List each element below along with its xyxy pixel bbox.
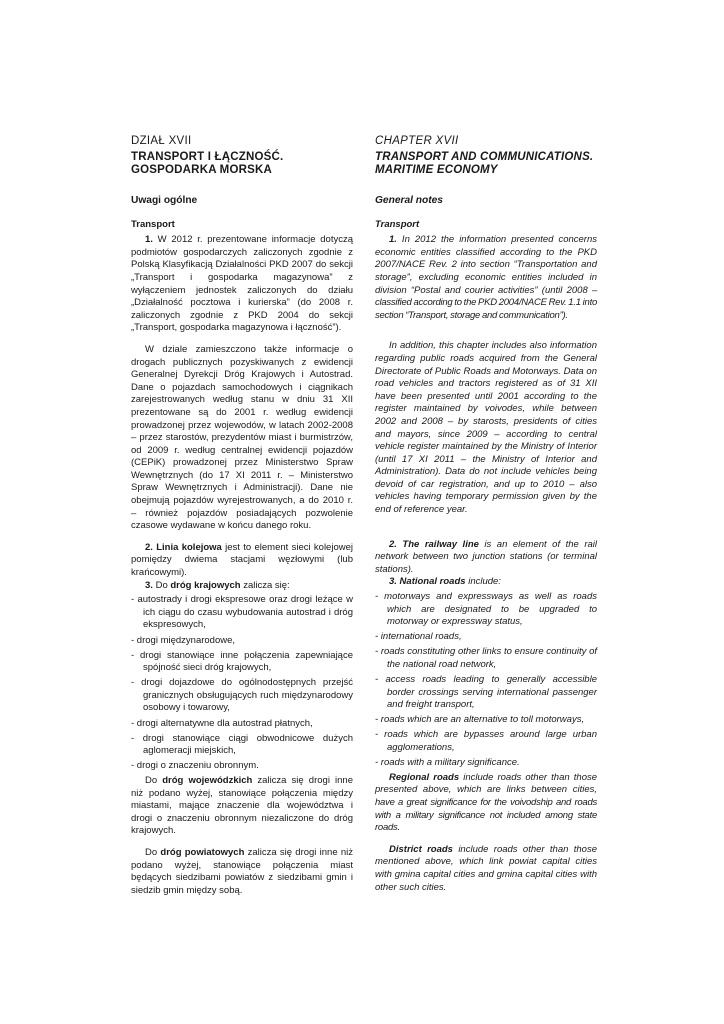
term-district-roads: dróg powiatowych (160, 846, 245, 858)
paragraph-number: 1. (389, 234, 397, 246)
list-item: - roads which are bypasses around large urban agglomerations, (375, 729, 597, 754)
paragraph-text: is an element of the rail network between two junction stations (or terminal stations). (375, 538, 597, 575)
list-item: - roads with a military significance. (375, 757, 520, 769)
list-item: - drogi dojazdowe do ogólnodostępnych przejść granicznych obsługujących ruch międzynarodowy osobowy i towarowy, (131, 677, 353, 714)
paragraph-text-condensed: have a great significance for the voivodship and roads with a military significance not included among state roads. (375, 796, 597, 834)
chapter-title (375, 151, 597, 176)
list-item: - international roads, (375, 631, 462, 643)
paragraph-2: W dziale zamieszczono także informacje o drogach publicznych pozyskiwanych z ewidencji Generalnej Dyrekcji Dróg Krajowych i Autostrad. Dane o pojazdach samochodowych i ciągnikach zarejestrowanych według stanu w dniu 31 XII prezentowane są do 2001 r. według ewidencji prowadzonej przez wojewodów, w latach 2002-2008 – przez starostów, prezydentów miast i burmistrzów, od 2009 r. według centralnej ewidencji pojazdów (CEPiK) prowadzonej przez Ministerstwo Spraw Wewnętrznych (do 17 XI 2011 r. – Ministerstwo Spraw Wewnętrznych i Administracji). Dane nie obejmują pojazdów wyrejestrowanych, a do 2010 r. – również pojazdów posiadających pozwolenie czasowe wydawane w końcu danego roku. (131, 343, 353, 532)
transport-subheading: Transport (375, 218, 420, 230)
paragraph-text: W 2012 r. prezentowane informacje dotyczą podmiotów gospodarczych zaliczonych zgodnie z Polską Klasyfikacją Działalności PKD 2007 do sekcji „Transport i gospodarka magazynowa” z wyłączeniem jednostek zaliczonych do działu „Działalność pocztowa i kurierska” (do 2008 r. zaliczonych zgodnie z PKD 2004 do sekcji „Transport, gospodarka magazynowa i łączność”). (131, 234, 353, 334)
chapter-number: DZIAŁ XVII (131, 135, 192, 147)
paragraph-text-condensed: – classified according to the PKD 2004/NACE Rev. 1.1 into section “Transport, storage and communication”). (375, 284, 597, 321)
term-national-roads: dróg krajowych (170, 579, 241, 591)
term-national-roads: 3. National roads (389, 576, 466, 588)
list-item: - access roads leading to generally accessible border crossings serving international passenger and freight transport, (375, 674, 597, 711)
list-item: - roads which are an alternative to toll motorways, (375, 714, 585, 726)
paragraph-2: In addition, this chapter includes also information regarding public roads acquired from the General Directorate of Public Roads and Motorways. Data on road vehicles and tractors registered as of 31 XII have been presented until 2001 according to the register maintained by voivodes, while between 2002 and 2008 – by starosts, presidents of cities and mayors, since 2009 – according to central vehicle register maintained by the Ministry of Interior (until 17 XI 2011 – the Ministry of Interior and Administration). Data do not include vehicles being devoid of car registration, and up to 2010 – also vehicles having temporary permission given by the end of reference year. (375, 340, 597, 516)
paragraph-regional-roads (375, 772, 597, 835)
chapter-title-line-1: TRANSPORT AND COMMUNICATIONS. (375, 151, 594, 163)
chapter-title-line-1: TRANSPORT I ŁĄCZNOŚĆ. (131, 151, 284, 163)
paragraph-regional-roads (131, 775, 353, 838)
term-district-roads: District roads (389, 843, 453, 855)
paragraph-national-roads (131, 580, 353, 593)
english-column (375, 135, 597, 894)
list-item: - drogi stanowiące inne połączenia zapewniające spójność sieci dróg krajowych, (131, 649, 353, 674)
paragraph-number: 1. (145, 234, 153, 246)
list-item: - drogi stanowiące ciągi obwodnicowe dużych aglomeracji miejskich, (131, 732, 353, 757)
paragraph-text: zalicza się drogi inne niż podano wyżej, stanowiące połączenia między miastami, mające znaczenie dla województwa i drogi o znaczeniu obronnym niezaliczone do dróg krajowych. (131, 774, 353, 837)
paragraph-text: include: (465, 576, 501, 588)
paragraph-text: In 2012 the information presented concerns economic entities classified according to the PKD 2007/NACE Rev. 2 into section “Transportation and storage”, excluding economic entities included in division “Postal and courier activities” (until 2008 (375, 234, 597, 296)
paragraph-district-roads (131, 847, 353, 897)
list-item: - drogi o znaczeniu obronnym. (131, 760, 259, 772)
polish-column (131, 135, 353, 897)
list-item: - motorways and expressways as well as roads which are designated to be upgraded to motorway or expressway status, (375, 591, 597, 628)
list-item: - drogi alternatywne dla autostrad płatnych, (131, 717, 313, 729)
paragraph-national-roads (375, 576, 597, 589)
general-notes-heading: General notes (375, 195, 443, 206)
list-item: - autostrady i drogi ekspresowe oraz drogi leżące w ich ciągu do czasu wybudowania autostrad i dróg ekspresowych, (131, 594, 353, 631)
term-regional-roads: Regional roads (389, 771, 460, 783)
paragraph-text: include roads other than those presented above, which are links between cities, (375, 771, 598, 796)
national-roads-list (131, 594, 353, 773)
chapter-title-line-2: GOSPODARKA MORSKA (131, 163, 272, 176)
term-regional-roads: dróg wojewódzkich (162, 774, 253, 786)
paragraph-railway-line (375, 539, 597, 577)
paragraph-text: Do (145, 846, 161, 858)
paragraph-text: zalicza się: (240, 579, 290, 591)
paragraph-district-roads (375, 844, 597, 894)
term-railway-line: 2. Linia kolejowa (145, 541, 222, 553)
general-notes-heading: Uwagi ogólne (131, 195, 198, 206)
paragraph-railway-line (131, 542, 353, 580)
national-roads-list (375, 591, 597, 770)
paragraph-1 (131, 234, 353, 335)
term-railway-line: 2. The railway line (389, 538, 479, 550)
list-item: - roads constituting other links to ensure continuity of the national road network, (375, 646, 597, 670)
paragraph-text: Do (145, 774, 163, 786)
paragraph-text: zalicza się drogi inne niż podano wyżej, stanowiące połączenia miast będących siedzibami powiatów z siedzibami gmin i siedzib gmin między sobą. (131, 846, 354, 896)
list-item: - drogi międzynarodowe, (131, 634, 236, 646)
paragraph-text: Do (152, 579, 171, 591)
paragraph-1 (375, 234, 597, 322)
transport-subheading: Transport (131, 218, 175, 230)
paragraph-text: jest to element sieci kolejowej pomiędzy dwiema stacjami węzłowymi (lub krańcowymi). (131, 541, 353, 579)
paragraph-number: 3. (145, 579, 153, 591)
chapter-title (131, 151, 353, 176)
paragraph-text: include roads other than those mentioned above, which link powiat capital cities with gmina capital cities and gmina capital cities with other such cities. (375, 843, 597, 893)
chapter-title-line-2: MARITIME ECONOMY (375, 163, 498, 176)
chapter-number: CHAPTER XVII (375, 135, 459, 147)
